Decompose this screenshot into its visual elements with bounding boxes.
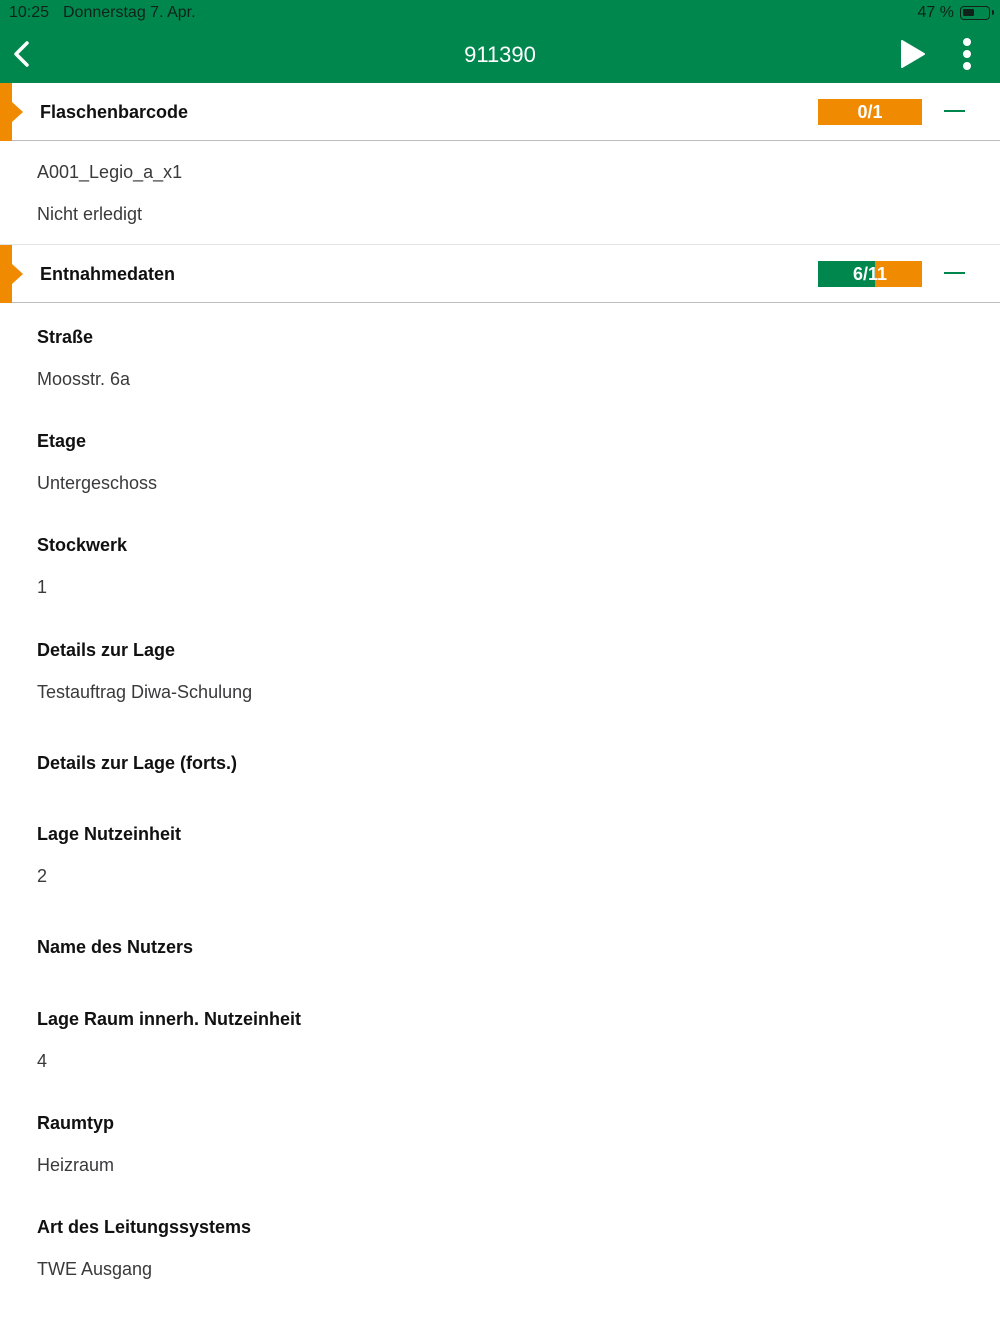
field-label-raumtyp: Raumtyp	[37, 1113, 115, 1133]
more-options-button[interactable]	[952, 36, 982, 72]
field-label-details-zur-lage: Details zur Lage	[37, 640, 176, 660]
progress-badge	[818, 261, 922, 287]
field-label-lage-nutzeinheit: Lage Nutzeinheit	[37, 824, 182, 844]
progress-badge	[818, 99, 922, 125]
collapse-button[interactable]	[936, 95, 974, 129]
field-value-strasse[interactable]: Moosstr. 6a	[37, 369, 131, 389]
play-icon	[894, 36, 930, 72]
field-value-leitungssystem[interactable]: TWE Ausgang	[37, 1259, 153, 1279]
section-header-entnahmedaten[interactable]	[0, 245, 1000, 303]
barcode-value: A001_Legio_a_x1	[37, 162, 183, 182]
section-marker-arrow-icon	[12, 102, 23, 122]
battery-fill	[963, 9, 974, 16]
status-bar	[0, 0, 1000, 26]
minus-icon	[944, 272, 965, 274]
section-header-flaschenbarcode[interactable]	[0, 83, 1000, 141]
field-label-name-des-nutzers: Name des Nutzers	[37, 937, 194, 957]
field-value-etage[interactable]: Untergeschoss	[37, 473, 158, 493]
field-label-strasse: Straße	[37, 327, 94, 347]
status-date: Donnerstag 7. Apr.	[63, 4, 196, 21]
chevron-left-icon	[6, 34, 46, 74]
page-title: 911390	[464, 42, 536, 67]
section-marker	[0, 83, 12, 141]
field-label-leitungssystem: Art des Leitungssystems	[37, 1217, 252, 1237]
play-button[interactable]	[894, 36, 930, 72]
progress-label: 0/1	[857, 102, 883, 122]
section-title: Entnahmedaten	[40, 264, 176, 284]
field-label-etage: Etage	[37, 431, 87, 451]
battery-nub	[992, 10, 994, 15]
field-label-stockwerk: Stockwerk	[37, 535, 128, 555]
field-value-lage-nutzeinheit[interactable]: 2	[37, 866, 48, 886]
field-value-stockwerk[interactable]: 1	[37, 577, 48, 597]
progress-label: 6/11	[852, 264, 888, 284]
minus-icon	[944, 110, 965, 112]
nav-bar	[0, 26, 1000, 83]
back-button[interactable]	[6, 34, 46, 74]
status-time: 10:25	[9, 4, 50, 21]
collapse-button[interactable]	[936, 257, 974, 291]
barcode-status: Nicht erledigt	[37, 204, 143, 224]
field-label-lage-raum: Lage Raum innerh. Nutzeinheit	[37, 1009, 302, 1029]
field-value-raumtyp[interactable]: Heizraum	[37, 1155, 115, 1175]
battery-icon	[960, 6, 990, 20]
field-value-details-zur-lage[interactable]: Testauftrag Diwa-Schulung	[37, 682, 253, 702]
field-value-lage-raum[interactable]: 4	[37, 1051, 48, 1071]
battery-percentage: 47 %	[917, 4, 954, 21]
section-title: Flaschenbarcode	[40, 102, 189, 122]
field-label-details-zur-lage-forts: Details zur Lage (forts.)	[37, 753, 238, 773]
more-vertical-icon	[952, 36, 982, 72]
section-marker-arrow-icon	[12, 264, 23, 284]
section-marker	[0, 245, 12, 303]
